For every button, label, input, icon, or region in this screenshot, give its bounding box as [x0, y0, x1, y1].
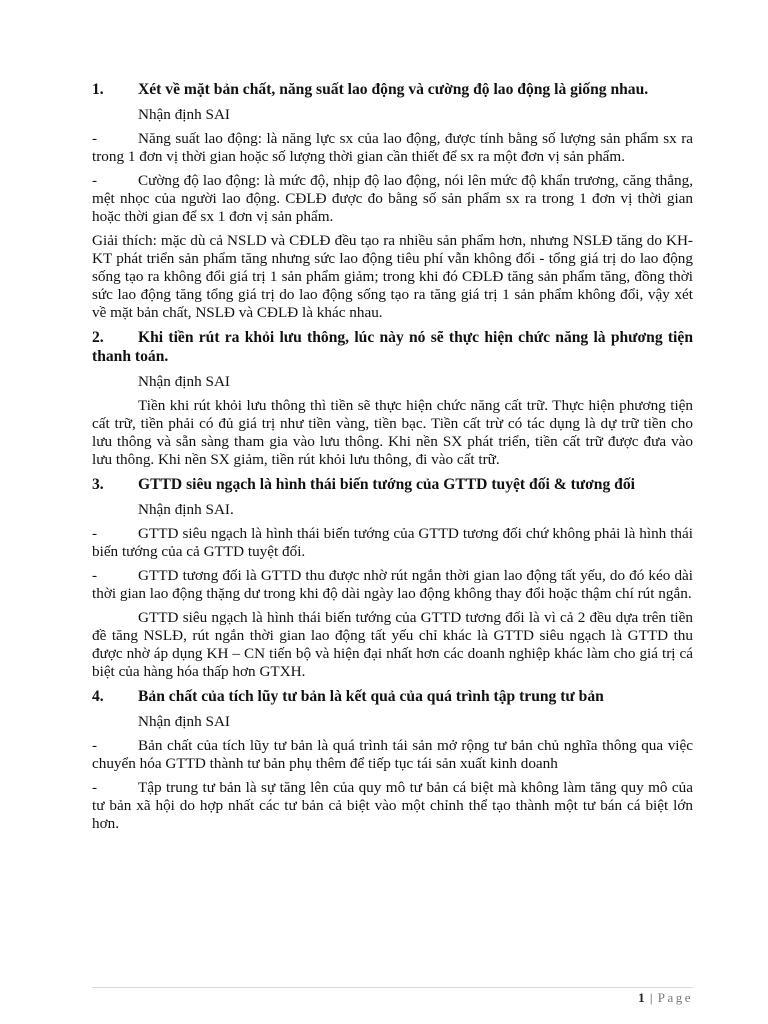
- verdict: Nhận định SAI: [138, 713, 230, 730]
- section-3: [92, 475, 693, 681]
- bullet-marker: -: [92, 172, 98, 189]
- section-title: GTTD siêu ngạch là hình thái biến tướng của GTTD tuyệt đối & tương đối: [138, 476, 635, 493]
- section-number: 3.: [92, 476, 104, 493]
- section-number: 4.: [92, 688, 104, 705]
- section-heading: [92, 328, 693, 366]
- paragraph-text: Tập trung tư bản là sự tăng lên của quy mô tư bản cá biệt mà không làm tăng quy mô của tư bản xã hội do hợp nhất các tư bản cả biệt vào một chỉnh thể tạo thành một tư bán cá biệt lớn hơn.: [92, 779, 693, 832]
- bullet-marker: -: [92, 525, 98, 542]
- page-number: 1: [638, 990, 645, 1005]
- bullet-marker: -: [92, 779, 98, 796]
- bullet-paragraph: [92, 130, 693, 166]
- explanation-paragraph: Giải thích: mặc dù cả NSLD và CĐLĐ đều tạo ra nhiều sản phẩm hơn, nhưng NSLĐ tăng do KH-KT phát triển sản phẩm tăng nhưng sức lao động tiêu phí vẫn không đổi - tổng giá trị do lao động sống tạo ra không đổi giá trị 1 sản phẩm giảm; trong khi đó CĐLĐ tăng sản phẩm tăng, đồng thời sức lao động tăng tổng giá trị do lao động sống tạo ra tăng giá trị 1 sản phẩm không đổi, vậy xét về mặt bản chất, NSLĐ và CĐLĐ là khác nhau.: [92, 232, 693, 321]
- paragraph-text: Bản chất của tích lũy tư bản là quá trình tái sản mở rộng tư bản chủ nghĩa thông qua việc chuyển hóa GTTD thành tư bản phụ thêm để tiếp tục tái sản xuất kinh doanh: [92, 737, 693, 772]
- footer-divider: [92, 987, 693, 988]
- bullet-marker: -: [92, 737, 98, 754]
- verdict: Nhận định SAI.: [138, 501, 234, 518]
- section-1: [92, 80, 693, 322]
- page-label: Page: [657, 990, 693, 1005]
- section-title: Bản chất của tích lũy tư bản là kết quả của quá trình tập trung tư bản: [138, 688, 604, 705]
- paragraph-text: Năng suất lao động: là năng lực sx của lao động, được tính bằng số lượng sản phẩm sx ra trong 1 đơn vị thời gian hoặc số lượng thời gian cần thiết để sx ra một đơn vị sản phẩm.: [92, 130, 693, 165]
- bullet-paragraph: [92, 737, 693, 773]
- footer-separator: |: [649, 990, 653, 1005]
- paragraph-text: Cường độ lao động: là mức độ, nhịp độ lao động, nói lên mức độ khẩn trương, căng thẳng, mệt nhọc của người lao động. CĐLĐ được đo bằng số sản phẩm sx ra trong 1 đơn vị thời gian hoặc thời gian để sx 1 đơn vị sản phẩm.: [92, 172, 693, 225]
- paragraph-text: GTTD siêu ngạch là hình thái biến tướng của GTTD tương đối chứ không phải là hình thái biến tướng của cả GTTD tuyệt đối.: [92, 525, 693, 560]
- section-2: [92, 328, 693, 469]
- indented-paragraph: Tiền khi rút khỏi lưu thông thì tiền sẽ thực hiện chức năng cất trữ. Thực hiện phương tiện cất trữ, tiền phải có đủ giá trị như tiền vàng, tiền bạc. Tiền cất trừ có tác dụng là dự trữ tiền cho lưu thông và sẵn sàng tham gia vào lưu thông. Khi nền SX phát triển, tiền cất trữ được đưa vào lưu thông. Khi nền SX giảm, tiền rút khỏi lưu thông, đi vào cất trữ.: [92, 397, 693, 468]
- section-heading: [92, 687, 693, 706]
- bullet-paragraph: [92, 172, 693, 226]
- page-footer: [638, 990, 693, 1006]
- document-body: [92, 80, 693, 839]
- section-title: Khi tiền rút ra khỏi lưu thông, lúc này nó sẽ thực hiện chức năng là phương tiện thanh toán.: [92, 329, 693, 365]
- indented-paragraph: GTTD siêu ngạch là hình thái biến tướng của GTTD tương đối là vì cả 2 đều dựa trên tiền đề tăng NSLĐ, rút ngắn thời gian lao động tất yếu chỉ khác là GTTD siêu ngạch là GTTD thu được nhờ áp dụng KH – CN tiến bộ và hiện đại nhất hơn các doanh nghiệp khác làm cho giá trị cá biệt của hàng hóa thấp hơn GTXH.: [92, 609, 693, 680]
- section-4: [92, 687, 693, 833]
- bullet-paragraph: [92, 567, 693, 603]
- paragraph-text: GTTD tương đối là GTTD thu được nhờ rút ngắn thời gian lao động tất yếu, do đó kéo dài thời gian lao động thặng dư trong khi độ dài ngày lao động không thay đổi hoặc thậm chí rút ngắn.: [92, 567, 693, 602]
- section-heading: [92, 80, 693, 99]
- bullet-paragraph: [92, 779, 693, 833]
- section-number: 1.: [92, 81, 104, 98]
- bullet-paragraph: [92, 525, 693, 561]
- section-heading: [92, 475, 693, 494]
- section-number: 2.: [92, 329, 104, 346]
- verdict: Nhận định SAI: [138, 373, 230, 390]
- bullet-marker: -: [92, 567, 98, 584]
- section-title: Xét về mặt bản chất, năng suất lao động và cường độ lao động là giống nhau.: [138, 81, 649, 98]
- bullet-marker: -: [92, 130, 98, 147]
- verdict: Nhận định SAI: [138, 106, 230, 123]
